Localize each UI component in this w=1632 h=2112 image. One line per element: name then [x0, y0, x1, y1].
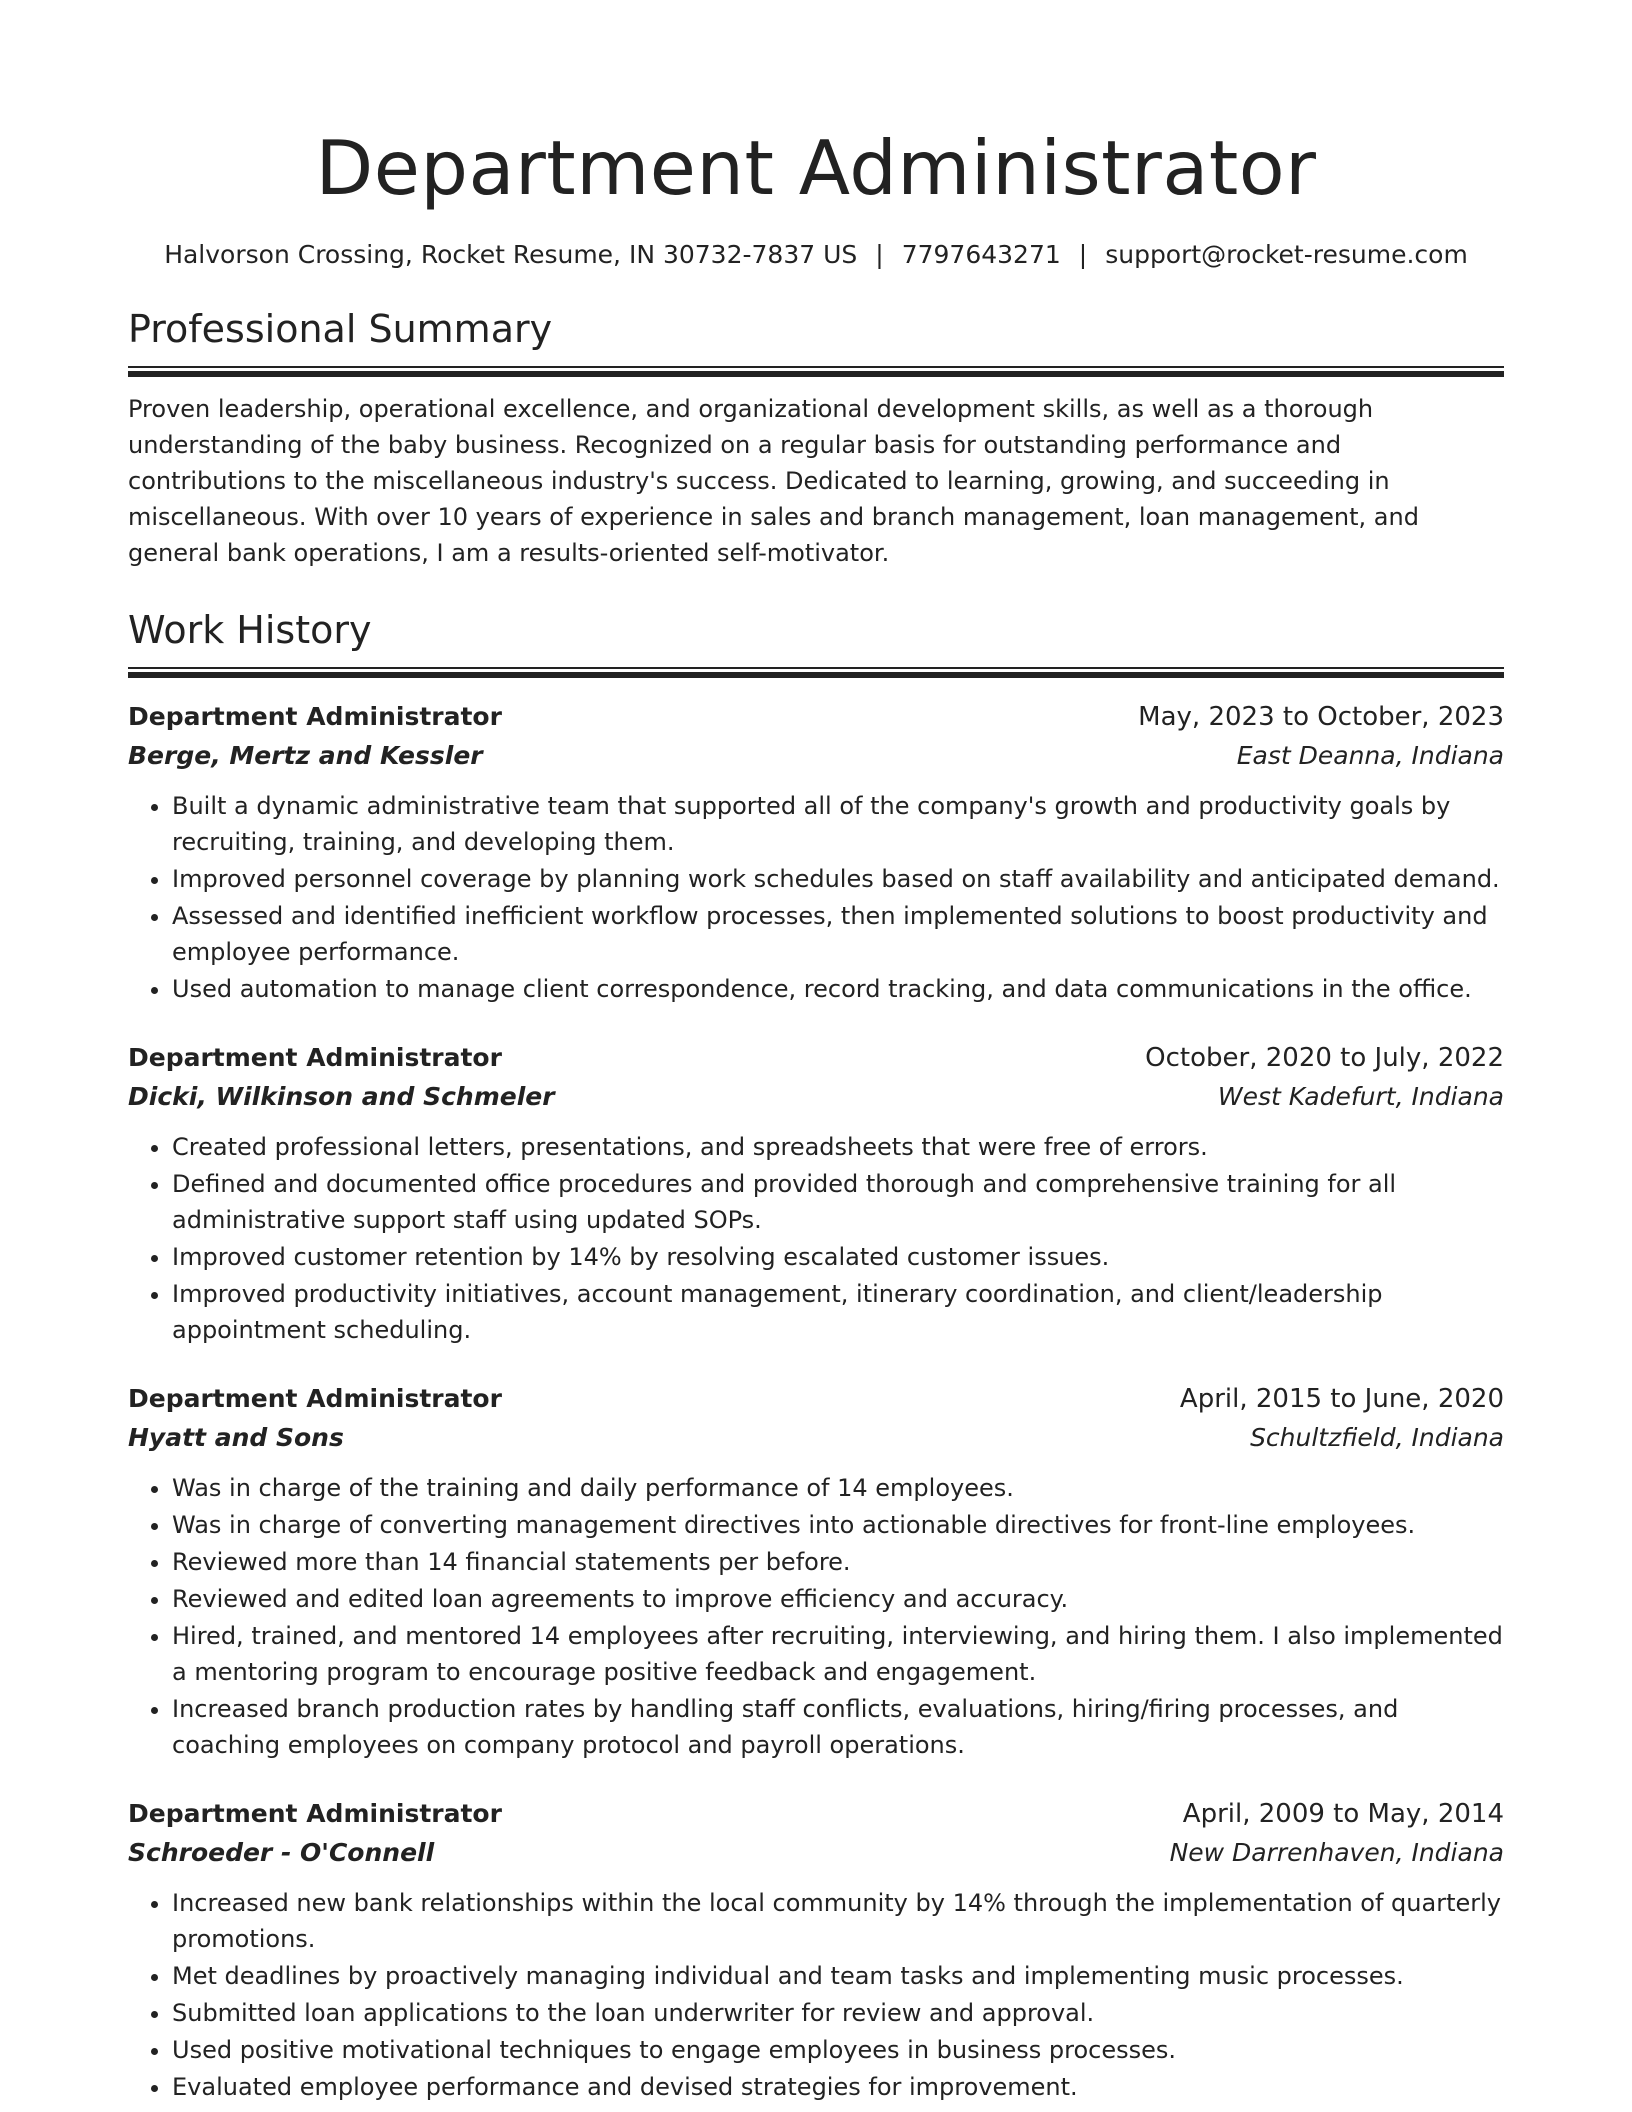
job-bullet: • Built a dynamic administrative team that supported all of the company's growth and productivity goals by recruiting, training, and developing them. [172, 788, 1504, 860]
job-company-row [128, 1418, 1504, 1458]
job-bullet: • Was in charge of converting management directives into actionable directives for front-line employees. [172, 1507, 1504, 1543]
job-bullet: • Reviewed more than 14 financial statements per before. [172, 1544, 1504, 1580]
contact-email: support@rocket-resume.com [1105, 240, 1468, 269]
job-bullets [128, 1470, 1504, 1763]
job-bullet: • Assessed and identified inefficient workflow processes, then implemented solutions to boost productivity and employee performance. [172, 898, 1504, 970]
job-bullets [128, 1885, 1504, 2105]
job-header-row [128, 1795, 1504, 1833]
job-bullet: • Created professional letters, presentations, and spreadsheets that were free of errors. [172, 1129, 1504, 1165]
section-divider [128, 366, 1504, 377]
job-company-row [128, 1077, 1504, 1117]
candidate-name: Department Administrator [315, 124, 1317, 212]
job-dates: April, 2015 to June, 2020 [1179, 1384, 1504, 1414]
job-entry [128, 698, 1504, 1007]
contact-separator: | [1078, 240, 1088, 269]
job-entry [128, 1380, 1504, 1763]
summary-paragraph: Proven leadership, operational excellence, and organizational development skills, as well as a thorough understanding of the baby business. Recognized on a regular basis for outstanding performance and contributions to the miscellaneous industry's success. Dedicated to learning, growing, and succeeding in miscellaneous. With over 10 years of experience in sales and branch management, loan management, and general bank operations, I am a results-oriented self-motivator. [128, 395, 1419, 567]
job-title: Department Administrator [128, 1384, 502, 1413]
job-bullet: • Met deadlines by proactively managing individual and team tasks and implementing music processes. [172, 1958, 1504, 1994]
contact-address: Halvorson Crossing, Rocket Resume, IN 30732-7837 US [164, 240, 858, 269]
job-header-row [128, 1380, 1504, 1418]
job-company: Hyatt and Sons [128, 1423, 344, 1452]
job-bullet: • Reviewed and edited loan agreements to improve efficiency and accuracy. [172, 1581, 1504, 1617]
job-title: Department Administrator [128, 702, 502, 731]
work-history-heading: Work History [128, 608, 372, 652]
job-bullet: • Was in charge of the training and daily performance of 14 employees. [172, 1470, 1504, 1506]
job-bullet: • Improved personnel coverage by planning work schedules based on staff availability and anticipated demand. [172, 861, 1504, 897]
job-bullet: • Increased new bank relationships within the local community by 14% through the implementation of quarterly promotions. [172, 1885, 1504, 1957]
job-location: New Darrenhaven, Indiana [1169, 1838, 1504, 1867]
job-bullet: • Improved customer retention by 14% by resolving escalated customer issues. [172, 1239, 1504, 1275]
job-company: Schroeder - O'Connell [128, 1838, 435, 1867]
job-company: Dicki, Wilkinson and Schmeler [128, 1082, 555, 1111]
job-bullets [128, 788, 1504, 1007]
job-header-row [128, 698, 1504, 736]
job-title: Department Administrator [128, 1799, 502, 1828]
job-company: Berge, Mertz and Kessler [128, 741, 483, 770]
job-location: West Kadefurt, Indiana [1217, 1082, 1504, 1111]
job-bullet: • Hired, trained, and mentored 14 employees after recruiting, interviewing, and hiring them. I also implemented a mentoring program to encourage positive feedback and engagement. [172, 1618, 1504, 1690]
summary-heading: Professional Summary [128, 307, 553, 351]
job-bullet: • Defined and documented office procedures and provided thorough and comprehensive training for all administrative support staff using updated SOPs. [172, 1166, 1504, 1238]
job-location: East Deanna, Indiana [1236, 741, 1504, 770]
job-title: Department Administrator [128, 1043, 502, 1072]
job-dates: October, 2020 to July, 2022 [1145, 1043, 1504, 1073]
job-bullet: • Increased branch production rates by handling staff conflicts, evaluations, hiring/firing processes, and coaching employees on company protocol and payroll operations. [172, 1691, 1504, 1763]
job-dates: April, 2009 to May, 2014 [1182, 1799, 1504, 1829]
job-bullet: • Used automation to manage client correspondence, record tracking, and data communications in the office. [172, 971, 1504, 1007]
job-bullets [128, 1129, 1504, 1348]
contact-line [128, 238, 1504, 272]
job-company-row [128, 736, 1504, 776]
job-location: Schultzfield, Indiana [1250, 1423, 1504, 1452]
job-entry [128, 1795, 1504, 2105]
job-company-row [128, 1833, 1504, 1873]
job-dates: May, 2023 to October, 2023 [1138, 702, 1504, 732]
contact-separator: | [875, 240, 884, 269]
job-bullet: • Evaluated employee performance and devised strategies for improvement. [172, 2069, 1504, 2105]
section-divider [128, 667, 1504, 678]
job-bullet: • Improved productivity initiatives, account management, itinerary coordination, and client/leadership appointment scheduling. [172, 1276, 1504, 1348]
contact-phone: 7797643271 [901, 240, 1061, 269]
job-bullet: • Used positive motivational techniques to engage employees in business processes. [172, 2032, 1504, 2068]
job-header-row [128, 1039, 1504, 1077]
job-entry [128, 1039, 1504, 1348]
job-bullet: • Submitted loan applications to the loan underwriter for review and approval. [172, 1995, 1504, 2031]
